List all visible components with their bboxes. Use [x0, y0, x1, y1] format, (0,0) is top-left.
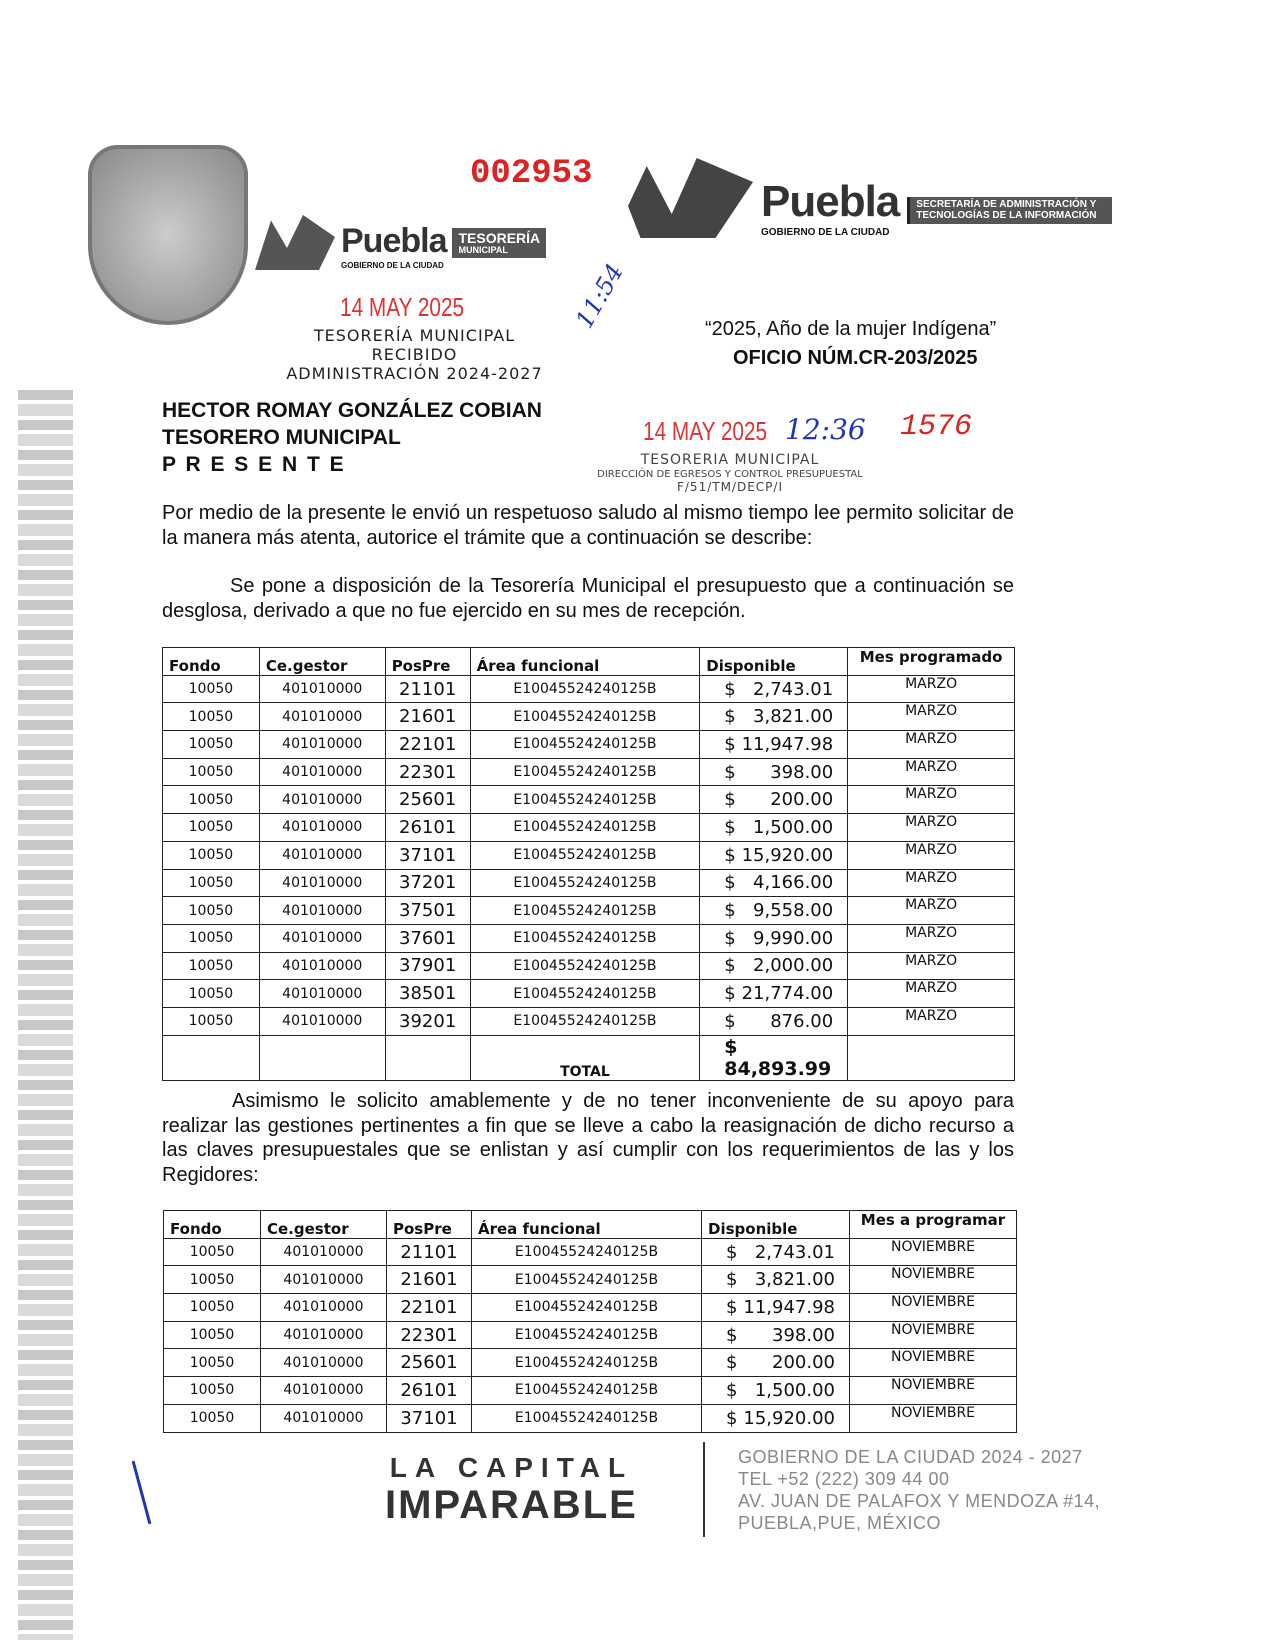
column-header: PosPre [387, 1211, 472, 1239]
currency-symbol: $ [724, 983, 736, 1005]
fondo-cell: 10050 [163, 758, 260, 786]
area-funcional-cell: E10045524240125B [470, 1007, 700, 1035]
disponible-cell [700, 703, 848, 731]
pospre-cell: 39201 [385, 1007, 470, 1035]
year-motto: “2025, Año de la mujer Indígena” [705, 318, 997, 340]
disponible-cell [702, 1404, 850, 1432]
column-header: Disponible [700, 648, 848, 676]
pospre-cell: 37201 [385, 869, 470, 897]
pospre-cell: 38501 [385, 980, 470, 1008]
recipient-block [162, 397, 542, 478]
fondo-cell: 10050 [164, 1349, 261, 1377]
cegestor-cell: 401010000 [261, 1238, 387, 1266]
cegestor-cell: 401010000 [261, 1266, 387, 1294]
currency-symbol: $ [726, 1324, 738, 1346]
paragraph-intro: Por medio de la presente le envió un respetuoso saludo al mismo tiempo lee permito solicitar de la manera más atenta, autorice el trámite que a continuación se describe: [162, 502, 1014, 549]
fondo-cell: 10050 [163, 897, 260, 925]
tesoreria-sub: MUNICIPAL [458, 244, 508, 255]
amount: 3,821.00 [754, 1269, 835, 1291]
currency-symbol: $ [724, 789, 736, 811]
table-row [163, 1007, 1015, 1035]
pospre-cell: 22301 [385, 758, 470, 786]
empty-cell [259, 1035, 385, 1080]
disponible-cell [702, 1266, 850, 1294]
mes-cell: MARZO [848, 869, 1015, 897]
table-row [163, 758, 1015, 786]
mes-cell: NOVIEMBRE [850, 1404, 1017, 1432]
disponible-cell [702, 1294, 850, 1322]
fondo-cell: 10050 [163, 675, 260, 703]
cegestor-cell: 401010000 [261, 1349, 387, 1377]
amount: 9,990.00 [753, 927, 834, 949]
column-header: Mes a programar [850, 1211, 1017, 1239]
fondo-cell: 10050 [163, 1007, 260, 1035]
disponible-cell [700, 758, 848, 786]
direccion-stamp [580, 452, 880, 494]
fondo-cell: 10050 [163, 786, 260, 814]
decorative-border [18, 390, 73, 1640]
currency-symbol: $ [726, 1407, 738, 1429]
greeting: P R E S E N T E [162, 453, 346, 476]
table-row [163, 675, 1015, 703]
amount: 200.00 [772, 1352, 835, 1374]
cegestor-cell: 401010000 [261, 1377, 387, 1405]
fondo-cell: 10050 [163, 952, 260, 980]
currency-symbol: $ [726, 1269, 738, 1291]
amount: 398.00 [770, 761, 834, 783]
mes-cell: MARZO [848, 1007, 1015, 1035]
currency-symbol: $ [724, 678, 736, 700]
disponible-cell [700, 897, 848, 925]
folio-number: 002953 [470, 155, 593, 193]
mes-cell: NOVIEMBRE [850, 1321, 1017, 1349]
amount: 2,743.01 [754, 1241, 835, 1263]
disponible-cell [700, 924, 848, 952]
cegestor-cell: 401010000 [259, 980, 385, 1008]
pospre-cell: 21101 [387, 1238, 472, 1266]
table-row [164, 1238, 1017, 1266]
total-label: TOTAL [470, 1035, 700, 1080]
table-row [163, 814, 1015, 842]
table-row [164, 1266, 1017, 1294]
disponible-cell [700, 814, 848, 842]
mes-cell: MARZO [848, 731, 1015, 759]
area-funcional-cell: E10045524240125B [470, 841, 700, 869]
currency-symbol: $ [724, 872, 736, 894]
area-funcional-cell: E10045524240125B [470, 758, 700, 786]
puebla-logo [628, 158, 1112, 238]
currency-symbol: $ [724, 706, 736, 728]
footer-line: AV. JUAN DE PALAFOX Y MENDOZA #14, [738, 1491, 1101, 1511]
area-funcional-cell: E10045524240125B [470, 952, 700, 980]
mes-cell: NOVIEMBRE [850, 1377, 1017, 1405]
paragraph-budget: Se pone a disposición de la Tesorería Municipal el presupuesto que a continuación se desglosa, derivado a que no fue ejercido en su mes de recepción. [162, 575, 1014, 622]
footer-line: PUEBLA,PUE, MÉXICO [738, 1513, 942, 1533]
amount: 15,920.00 [741, 844, 834, 866]
disponible-cell [700, 731, 848, 759]
recipient-title: TESORERO MUNICIPAL [162, 426, 401, 449]
currency-symbol: $ [726, 1296, 738, 1318]
stamp-line: ADMINISTRACIÓN 2024-2027 [286, 364, 543, 383]
slogan-line2: IMPARABLE [385, 1483, 638, 1527]
cegestor-cell: 401010000 [259, 869, 385, 897]
cegestor-cell: 401010000 [259, 952, 385, 980]
tesoreria-label: TESORERÍA [458, 229, 541, 246]
table-row [163, 952, 1015, 980]
amount: 200.00 [770, 789, 834, 811]
cegestor-cell: 401010000 [261, 1294, 387, 1322]
empty-cell [163, 1035, 260, 1080]
cegestor-cell: 401010000 [261, 1321, 387, 1349]
handwritten-mark [132, 1461, 152, 1525]
empty-cell [385, 1035, 470, 1080]
table-row [163, 924, 1015, 952]
pospre-cell: 21601 [385, 703, 470, 731]
fondo-cell: 10050 [164, 1377, 261, 1405]
currency-symbol: $ [724, 761, 736, 783]
table-row [163, 786, 1015, 814]
area-funcional-cell: E10045524240125B [470, 814, 700, 842]
cegestor-cell: 401010000 [259, 758, 385, 786]
table-row [163, 869, 1015, 897]
total-amount: $ 84,893.99 [700, 1035, 848, 1080]
received-stamp [282, 326, 547, 383]
mes-cell: MARZO [848, 897, 1015, 925]
pospre-cell: 22101 [385, 731, 470, 759]
pospre-cell: 21601 [387, 1266, 472, 1294]
budget-table-november [163, 1210, 1017, 1433]
amount: 2,743.01 [753, 678, 834, 700]
area-funcional-cell: E10045524240125B [472, 1238, 702, 1266]
slogan-line1: LA CAPITAL [389, 1452, 634, 1483]
logo-text: Puebla [761, 177, 900, 226]
table-header-row [163, 648, 1015, 676]
mes-cell: MARZO [848, 675, 1015, 703]
mes-cell: MARZO [848, 758, 1015, 786]
area-funcional-cell: E10045524240125B [472, 1404, 702, 1432]
footer-line: GOBIERNO DE LA CIUDAD 2024 - 2027 [738, 1447, 1083, 1467]
table-row [163, 731, 1015, 759]
stamp-line: F/51/TM/DECP/I [676, 480, 783, 494]
disponible-cell [702, 1321, 850, 1349]
currency-symbol: $ [724, 816, 736, 838]
amount: 15,920.00 [743, 1407, 835, 1429]
disponible-cell [702, 1349, 850, 1377]
currency-symbol: $ [726, 1379, 738, 1401]
cegestor-cell: 401010000 [259, 1007, 385, 1035]
amount: 11,947.98 [741, 733, 834, 755]
amount: 2,000.00 [753, 955, 834, 977]
cegestor-cell: 401010000 [259, 786, 385, 814]
area-funcional-cell: E10045524240125B [470, 869, 700, 897]
mes-cell: MARZO [848, 980, 1015, 1008]
table-row [164, 1321, 1017, 1349]
currency-symbol: $ [724, 1010, 736, 1032]
fondo-cell: 10050 [164, 1404, 261, 1432]
amount: 1,500.00 [753, 816, 834, 838]
area-funcional-cell: E10045524240125B [472, 1321, 702, 1349]
disponible-cell [702, 1238, 850, 1266]
column-header: Disponible [702, 1211, 850, 1239]
pospre-cell: 37501 [385, 897, 470, 925]
fondo-cell: 10050 [164, 1238, 261, 1266]
area-funcional-cell: E10045524240125B [472, 1266, 702, 1294]
mes-cell: MARZO [848, 786, 1015, 814]
mes-cell: MARZO [848, 924, 1015, 952]
pospre-cell: 22301 [387, 1321, 472, 1349]
currency-symbol: $ [724, 733, 736, 755]
currency-symbol: $ [724, 955, 736, 977]
cegestor-cell: 401010000 [259, 814, 385, 842]
footer-divider [703, 1442, 705, 1537]
column-header: PosPre [385, 648, 470, 676]
pospre-cell: 21101 [385, 675, 470, 703]
disponible-cell [700, 952, 848, 980]
pospre-cell: 37901 [385, 952, 470, 980]
received-date-stamp-2: 14 MAY 2025 [643, 416, 768, 446]
area-funcional-cell: E10045524240125B [470, 703, 700, 731]
area-funcional-cell: E10045524240125B [470, 731, 700, 759]
fondo-cell: 10050 [164, 1321, 261, 1349]
amount: 9,558.00 [753, 900, 834, 922]
cegestor-cell: 401010000 [259, 731, 385, 759]
mes-cell: MARZO [848, 703, 1015, 731]
footer-contact [738, 1446, 1100, 1534]
column-header: Fondo [164, 1211, 261, 1239]
mes-cell: NOVIEMBRE [850, 1349, 1017, 1377]
pospre-cell: 37101 [387, 1404, 472, 1432]
table-row [163, 980, 1015, 1008]
currency-symbol: $ [724, 927, 736, 949]
fondo-cell: 10050 [163, 924, 260, 952]
area-funcional-cell: E10045524240125B [470, 980, 700, 1008]
fondo-cell: 10050 [163, 980, 260, 1008]
pospre-cell: 37601 [385, 924, 470, 952]
mes-cell: MARZO [848, 952, 1015, 980]
fondo-cell: 10050 [164, 1266, 261, 1294]
footer-line: TEL +52 (222) 309 44 00 [738, 1469, 950, 1489]
fondo-cell: 10050 [163, 731, 260, 759]
table-row [163, 841, 1015, 869]
disponible-cell [700, 675, 848, 703]
column-header: Ce.gestor [259, 648, 385, 676]
logo-graphic-icon [628, 158, 753, 238]
amount: 11,947.98 [743, 1296, 835, 1318]
table-row [164, 1404, 1017, 1432]
handwritten-time: 11:54 [570, 259, 630, 333]
pospre-cell: 25601 [387, 1349, 472, 1377]
tesoreria-logo [255, 215, 546, 270]
cegestor-cell: 401010000 [259, 703, 385, 731]
area-funcional-cell: E10045524240125B [470, 675, 700, 703]
area-funcional-cell: E10045524240125B [472, 1349, 702, 1377]
cegestor-cell: 401010000 [259, 675, 385, 703]
column-header: Área funcional [470, 648, 700, 676]
mes-cell: NOVIEMBRE [850, 1266, 1017, 1294]
currency-symbol: $ [726, 1352, 738, 1374]
paragraph-reassign: Asimismo le solicito amablemente y de no tener inconveniente de su apoyo para realizar las gestiones pertinentes a fin que se lleve a cabo la reasignación de dicho recurso a las claves presupuestales que se enlistan y así cumplir con los requerimientos de las y los Regidores: [162, 1090, 1014, 1186]
cegestor-cell: 401010000 [259, 924, 385, 952]
stamp-line: TESORERIA MUNICIPAL [640, 452, 820, 468]
pospre-cell: 37101 [385, 841, 470, 869]
table-row [164, 1349, 1017, 1377]
total-row [163, 1035, 1015, 1080]
currency-symbol: $ [724, 844, 736, 866]
mes-cell: NOVIEMBRE [850, 1294, 1017, 1322]
disponible-cell [700, 786, 848, 814]
fondo-cell: 10050 [164, 1294, 261, 1322]
received-date-stamp: 14 MAY 2025 [340, 292, 465, 322]
table-row [164, 1377, 1017, 1405]
column-header: Área funcional [472, 1211, 702, 1239]
currency-symbol: $ [726, 1241, 738, 1263]
stamp-line: TESORERÍA MUNICIPAL [313, 326, 516, 345]
table-row [164, 1294, 1017, 1322]
slogan-logo [385, 1452, 638, 1526]
disponible-cell [700, 1007, 848, 1035]
pospre-cell: 25601 [385, 786, 470, 814]
budget-table-march [162, 647, 1015, 1081]
fondo-cell: 10050 [163, 869, 260, 897]
empty-cell [848, 1035, 1015, 1080]
mes-cell: NOVIEMBRE [850, 1238, 1017, 1266]
column-header: Ce.gestor [261, 1211, 387, 1239]
cegestor-cell: 401010000 [259, 897, 385, 925]
table-row [163, 897, 1015, 925]
fondo-cell: 10050 [163, 814, 260, 842]
cegestor-cell: 401010000 [259, 841, 385, 869]
table-row [163, 703, 1015, 731]
fondo-cell: 10050 [163, 841, 260, 869]
table-header-row [164, 1211, 1017, 1239]
currency-symbol: $ [724, 900, 736, 922]
secretaria-label: SECRETARÍA DE ADMINISTRACIÓN Y TECNOLOGÍAS DE LA INFORMACIÓN [907, 197, 1112, 224]
logo-sub: GOBIERNO DE LA CIUDAD [341, 261, 444, 270]
fondo-cell: 10050 [163, 703, 260, 731]
logo-graphic-icon [255, 215, 335, 270]
logo-sub: GOBIERNO DE LA CIUDAD [761, 227, 890, 238]
amount: 398.00 [772, 1324, 835, 1346]
area-funcional-cell: E10045524240125B [472, 1294, 702, 1322]
pospre-cell: 26101 [387, 1377, 472, 1405]
pospre-cell: 22101 [387, 1294, 472, 1322]
amount: 3,821.00 [753, 706, 834, 728]
area-funcional-cell: E10045524240125B [470, 786, 700, 814]
stamp-line: RECIBIDO [371, 345, 458, 364]
mes-cell: MARZO [848, 841, 1015, 869]
stamp-line: DIRECCIÓN DE EGRESOS Y CONTROL PRESUPUESTAL [597, 469, 863, 480]
column-header: Mes programado [848, 648, 1015, 676]
logo-text: Puebla [341, 222, 447, 260]
cegestor-cell: 401010000 [261, 1404, 387, 1432]
handwritten-time-2: 12:36 [785, 413, 866, 446]
pospre-cell: 26101 [385, 814, 470, 842]
amount: 4,166.00 [753, 872, 834, 894]
column-header: Fondo [163, 648, 260, 676]
mes-cell: MARZO [848, 814, 1015, 842]
oficio-number: OFICIO NÚM.CR-203/2025 [733, 347, 978, 369]
area-funcional-cell: E10045524240125B [472, 1377, 702, 1405]
amount: 876.00 [770, 1010, 834, 1032]
amount: 21,774.00 [741, 983, 834, 1005]
municipal-seal [88, 145, 248, 325]
area-funcional-cell: E10045524240125B [470, 924, 700, 952]
disponible-cell [700, 869, 848, 897]
amount: 1,500.00 [754, 1379, 835, 1401]
recipient-name: HECTOR ROMAY GONZÁLEZ COBIAN [162, 399, 542, 422]
disponible-cell [700, 980, 848, 1008]
disponible-cell [700, 841, 848, 869]
folio-number-2: 1576 [900, 410, 973, 444]
area-funcional-cell: E10045524240125B [470, 897, 700, 925]
disponible-cell [702, 1377, 850, 1405]
